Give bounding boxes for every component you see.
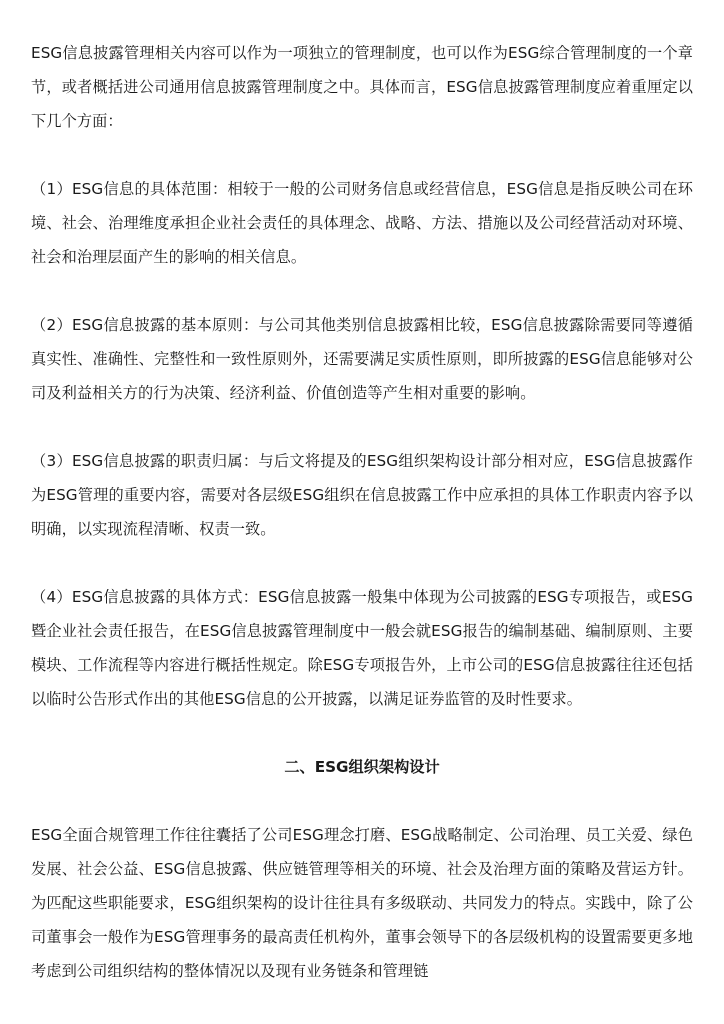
item-paragraph-3: （3）ESG信息披露的职责归属：与后文将提及的ESG组织架构设计部分相对应，ESG信息披露作为ESG管理的重要内容，需要对各层级ESG组织在信息披露工作中应承担的具体工作职责内容予以明确，以实现流程清晰、权责一致。 — [31, 452, 693, 538]
paragraph-gap — [31, 784, 693, 818]
section-heading: 二、ESG组织架构设计 — [284, 758, 440, 776]
paragraph-gap — [31, 716, 693, 750]
item-paragraph-4: （4）ESG信息披露的具体方式：ESG信息披露一般集中体现为公司披露的ESG专项报告，或ESG暨企业社会责任报告，在ESG信息披露管理制度中一般会就ESG报告的编制基础、编制原则、主要模块、工作流程等内容进行概括性规定。除ESG专项报告外，上市公司的ESG信息披露往往还包括以临时公告形式作出的其他ESG信息的公开披露，以满足证券监管的及时性要求。 — [31, 588, 693, 708]
paragraph-gap — [31, 274, 693, 308]
intro-paragraph: ESG信息披露管理相关内容可以作为一项独立的管理制度，也可以作为ESG综合管理制度的一个章节，或者概括进公司通用信息披露管理制度之中。具体而言，ESG信息披露管理制度应着重厘定以下几个方面： — [31, 44, 693, 130]
item-paragraph-2: （2）ESG信息披露的基本原则：与公司其他类别信息披露相比较，ESG信息披露除需要同等遵循真实性、准确性、完整性和一致性原则外，还需要满足实质性原则，即所披露的ESG信息能够对公司及利益相关方的行为决策、经济利益、价值创造等产生相对重要的影响。 — [31, 316, 693, 402]
paragraph-gap — [31, 138, 693, 172]
item-paragraph-1: （1）ESG信息的具体范围：相较于一般的公司财务信息或经营信息，ESG信息是指反映公司在环境、社会、治理维度承担企业社会责任的具体理念、战略、方法、措施以及公司经营活动对环境、社会和治理层面产生的影响的相关信息。 — [31, 180, 693, 266]
paragraph-gap — [31, 410, 693, 444]
paragraph-gap — [31, 546, 693, 580]
document-page — [31, 36, 693, 988]
section-body-paragraph: ESG全面合规管理工作往往囊括了公司ESG理念打磨、ESG战略制定、公司治理、员工关爱、绿色发展、社会公益、ESG信息披露、供应链管理等相关的环境、社会及治理方面的策略及营运方针。为匹配这些职能要求，ESG组织架构的设计往往具有多级联动、共同发力的特点。实践中，除了公司董事会一般作为ESG管理事务的最高责任机构外，董事会领导下的各层级机构的设置需要更多地考虑到公司组织结构的整体情况以及现有业务链条和管理链 — [31, 826, 693, 980]
